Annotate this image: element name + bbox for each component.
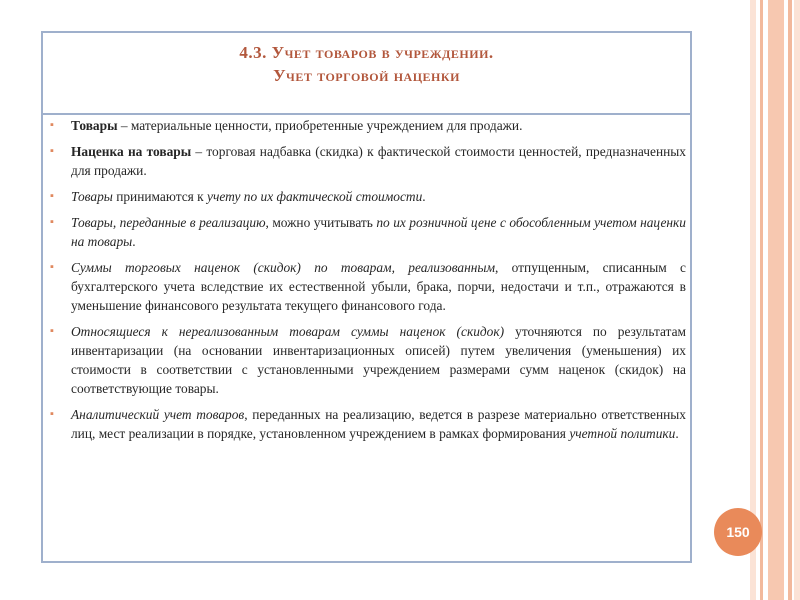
list-item bbox=[50, 116, 686, 135]
bullet-icon: ▪ bbox=[50, 261, 54, 273]
text: , переданных на реализацию, ведется в разрезе материально ответственных лиц, мест реализации в порядке, установленном учреждением в рамках формирования bbox=[71, 407, 686, 441]
text: уточняются по результатам инвентаризации (на основании инвентаризационных описей) путем увеличения (уменьшения) их стоимости в соответствии с установленными учреждением размерами сумм наценок (скидок) на соответствующие товары. bbox=[71, 324, 686, 396]
list-item bbox=[50, 187, 686, 206]
text: принимаются к bbox=[112, 189, 208, 204]
text: . bbox=[675, 426, 679, 441]
definition: – материальные ценности, приобретенные учреждением для продажи. bbox=[117, 118, 523, 133]
bullet-icon: ▪ bbox=[50, 145, 54, 157]
bullet-icon: ▪ bbox=[50, 216, 54, 228]
text-italic: учету по их фактической стоимости bbox=[207, 189, 423, 204]
list-item bbox=[50, 258, 686, 315]
text: , отпущенным, списанным с бухгалтерского учета вследствие их естественной убыли, брака, порчи, недостачи и т.п., отражаются в уменьшение финансового результата текущего финансового года. bbox=[71, 260, 686, 313]
slide-title bbox=[43, 33, 690, 115]
stripe bbox=[750, 0, 756, 600]
text-italic: Суммы торговых наценок (скидок) по товарам, реализованным bbox=[71, 260, 496, 275]
text: . bbox=[422, 189, 426, 204]
bullet-icon: ▪ bbox=[50, 408, 54, 420]
title-line-2: Учет торговой наценки bbox=[273, 66, 460, 85]
list-item bbox=[50, 405, 686, 443]
term: Товары bbox=[71, 118, 118, 133]
bullet-icon: ▪ bbox=[50, 190, 54, 202]
text-italic: по их розничной цене с обособленным учетом наценки на товары bbox=[71, 215, 686, 249]
text-italic: Аналитический учет товаров bbox=[71, 407, 245, 422]
text-italic: Товары, переданные в реализацию bbox=[71, 215, 266, 230]
text-italic: учетной политики bbox=[569, 426, 676, 441]
list-item bbox=[50, 213, 686, 251]
stripe bbox=[794, 0, 800, 600]
bullet-list bbox=[50, 116, 686, 450]
bullet-icon: ▪ bbox=[50, 325, 54, 337]
text: . bbox=[132, 234, 136, 249]
term: Наценка на товары bbox=[71, 144, 192, 159]
text-italic: Товары bbox=[71, 189, 113, 204]
stripe bbox=[760, 0, 763, 600]
text-italic: Относящиеся к нереализованным товарам суммы наценок (скидок) bbox=[71, 324, 505, 339]
bullet-icon: ▪ bbox=[50, 119, 54, 131]
list-item bbox=[50, 322, 686, 398]
stripe bbox=[788, 0, 792, 600]
stripe bbox=[768, 0, 784, 600]
page-number-badge: 150 bbox=[714, 508, 762, 556]
decorative-side-stripes bbox=[750, 0, 800, 600]
text: , можно учитывать bbox=[265, 215, 377, 230]
title-line-1: 4.3. Учет товаров в учреждении. bbox=[239, 43, 494, 62]
definition: – торговая надбавка (скидка) к фактической стоимости ценностей, предназначенных для продажи. bbox=[71, 144, 686, 178]
list-item bbox=[50, 142, 686, 180]
